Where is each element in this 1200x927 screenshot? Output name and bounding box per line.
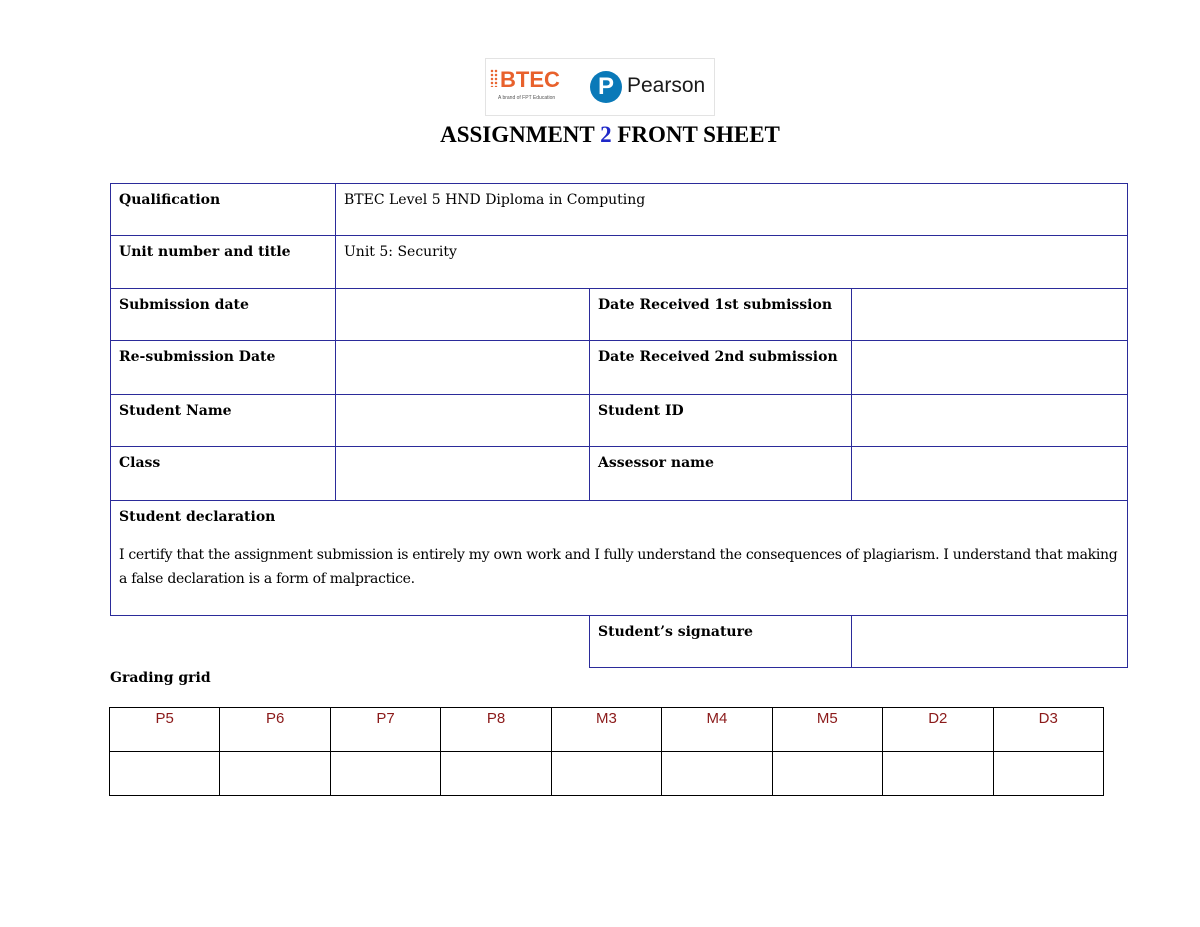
resubmission-date-field[interactable] (335, 340, 590, 395)
grade-cell-m3[interactable] (551, 752, 661, 796)
btec-logo-text: BTEC (500, 67, 560, 92)
grade-header-d2: D2 (883, 708, 993, 752)
class-label: Class (110, 446, 336, 501)
grade-cell-p8[interactable] (441, 752, 551, 796)
btec-dots-icon (490, 69, 498, 87)
btec-logo (500, 67, 560, 93)
submission-date-field[interactable] (335, 288, 590, 341)
title-number: 2 (600, 122, 612, 147)
grade-cell-p5[interactable] (110, 752, 220, 796)
grade-header-m4: M4 (662, 708, 772, 752)
grade-cell-d2[interactable] (883, 752, 993, 796)
class-field[interactable] (335, 446, 590, 501)
student-id-label: Student ID (589, 394, 852, 447)
date-received-2-field[interactable] (851, 340, 1128, 395)
title-before: ASSIGNMENT (440, 122, 595, 147)
grade-header-p7: P7 (330, 708, 440, 752)
student-name-field[interactable] (335, 394, 590, 447)
qualification-value: BTEC Level 5 HND Diploma in Computing (335, 183, 1128, 236)
grading-header-row (110, 708, 1104, 752)
grading-grid (109, 707, 1104, 796)
title-after: FRONT SHEET (617, 122, 780, 147)
qualification-label: Qualification (110, 183, 336, 236)
grade-header-p8: P8 (441, 708, 551, 752)
assessor-field[interactable] (851, 446, 1128, 501)
date-received-2-label: Date Received 2nd submission (589, 340, 852, 395)
declaration-text: I certify that the assignment submission is entirely my own work and I fully understand the consequences of plagiarism. I understand that making a false declaration is a form of malpractice. (119, 547, 1118, 587)
grade-cell-p7[interactable] (330, 752, 440, 796)
resubmission-date-label: Re-submission Date (110, 340, 336, 395)
student-id-field[interactable] (851, 394, 1128, 447)
signature-field[interactable] (851, 615, 1128, 668)
grade-header-d3: D3 (993, 708, 1104, 752)
grade-header-p5: P5 (110, 708, 220, 752)
pearson-p-icon: P (590, 71, 622, 103)
grade-cell-p6[interactable] (220, 752, 330, 796)
assessor-label: Assessor name (589, 446, 852, 501)
grade-header-m5: M5 (772, 708, 882, 752)
unit-label: Unit number and title (110, 235, 336, 289)
grade-cell-m4[interactable] (662, 752, 772, 796)
signature-label: Student’s signature (589, 615, 852, 668)
student-name-label: Student Name (110, 394, 336, 447)
grading-value-row (110, 752, 1104, 796)
page-title (0, 122, 1200, 148)
submission-date-label: Submission date (110, 288, 336, 341)
grade-cell-m5[interactable] (772, 752, 882, 796)
date-received-1-field[interactable] (851, 288, 1128, 341)
logo-banner (485, 58, 715, 116)
btec-subtext: A brand of FPT Education (498, 95, 556, 101)
pearson-logo-text: Pearson (627, 74, 706, 97)
unit-value: Unit 5: Security (335, 235, 1128, 289)
declaration-label: Student declaration (119, 509, 276, 525)
grade-cell-d3[interactable] (993, 752, 1104, 796)
grade-header-m3: M3 (551, 708, 661, 752)
grade-header-p6: P6 (220, 708, 330, 752)
date-received-1-label: Date Received 1st submission (589, 288, 852, 341)
student-declaration-box (110, 500, 1128, 616)
grading-grid-label: Grading grid (110, 670, 211, 686)
